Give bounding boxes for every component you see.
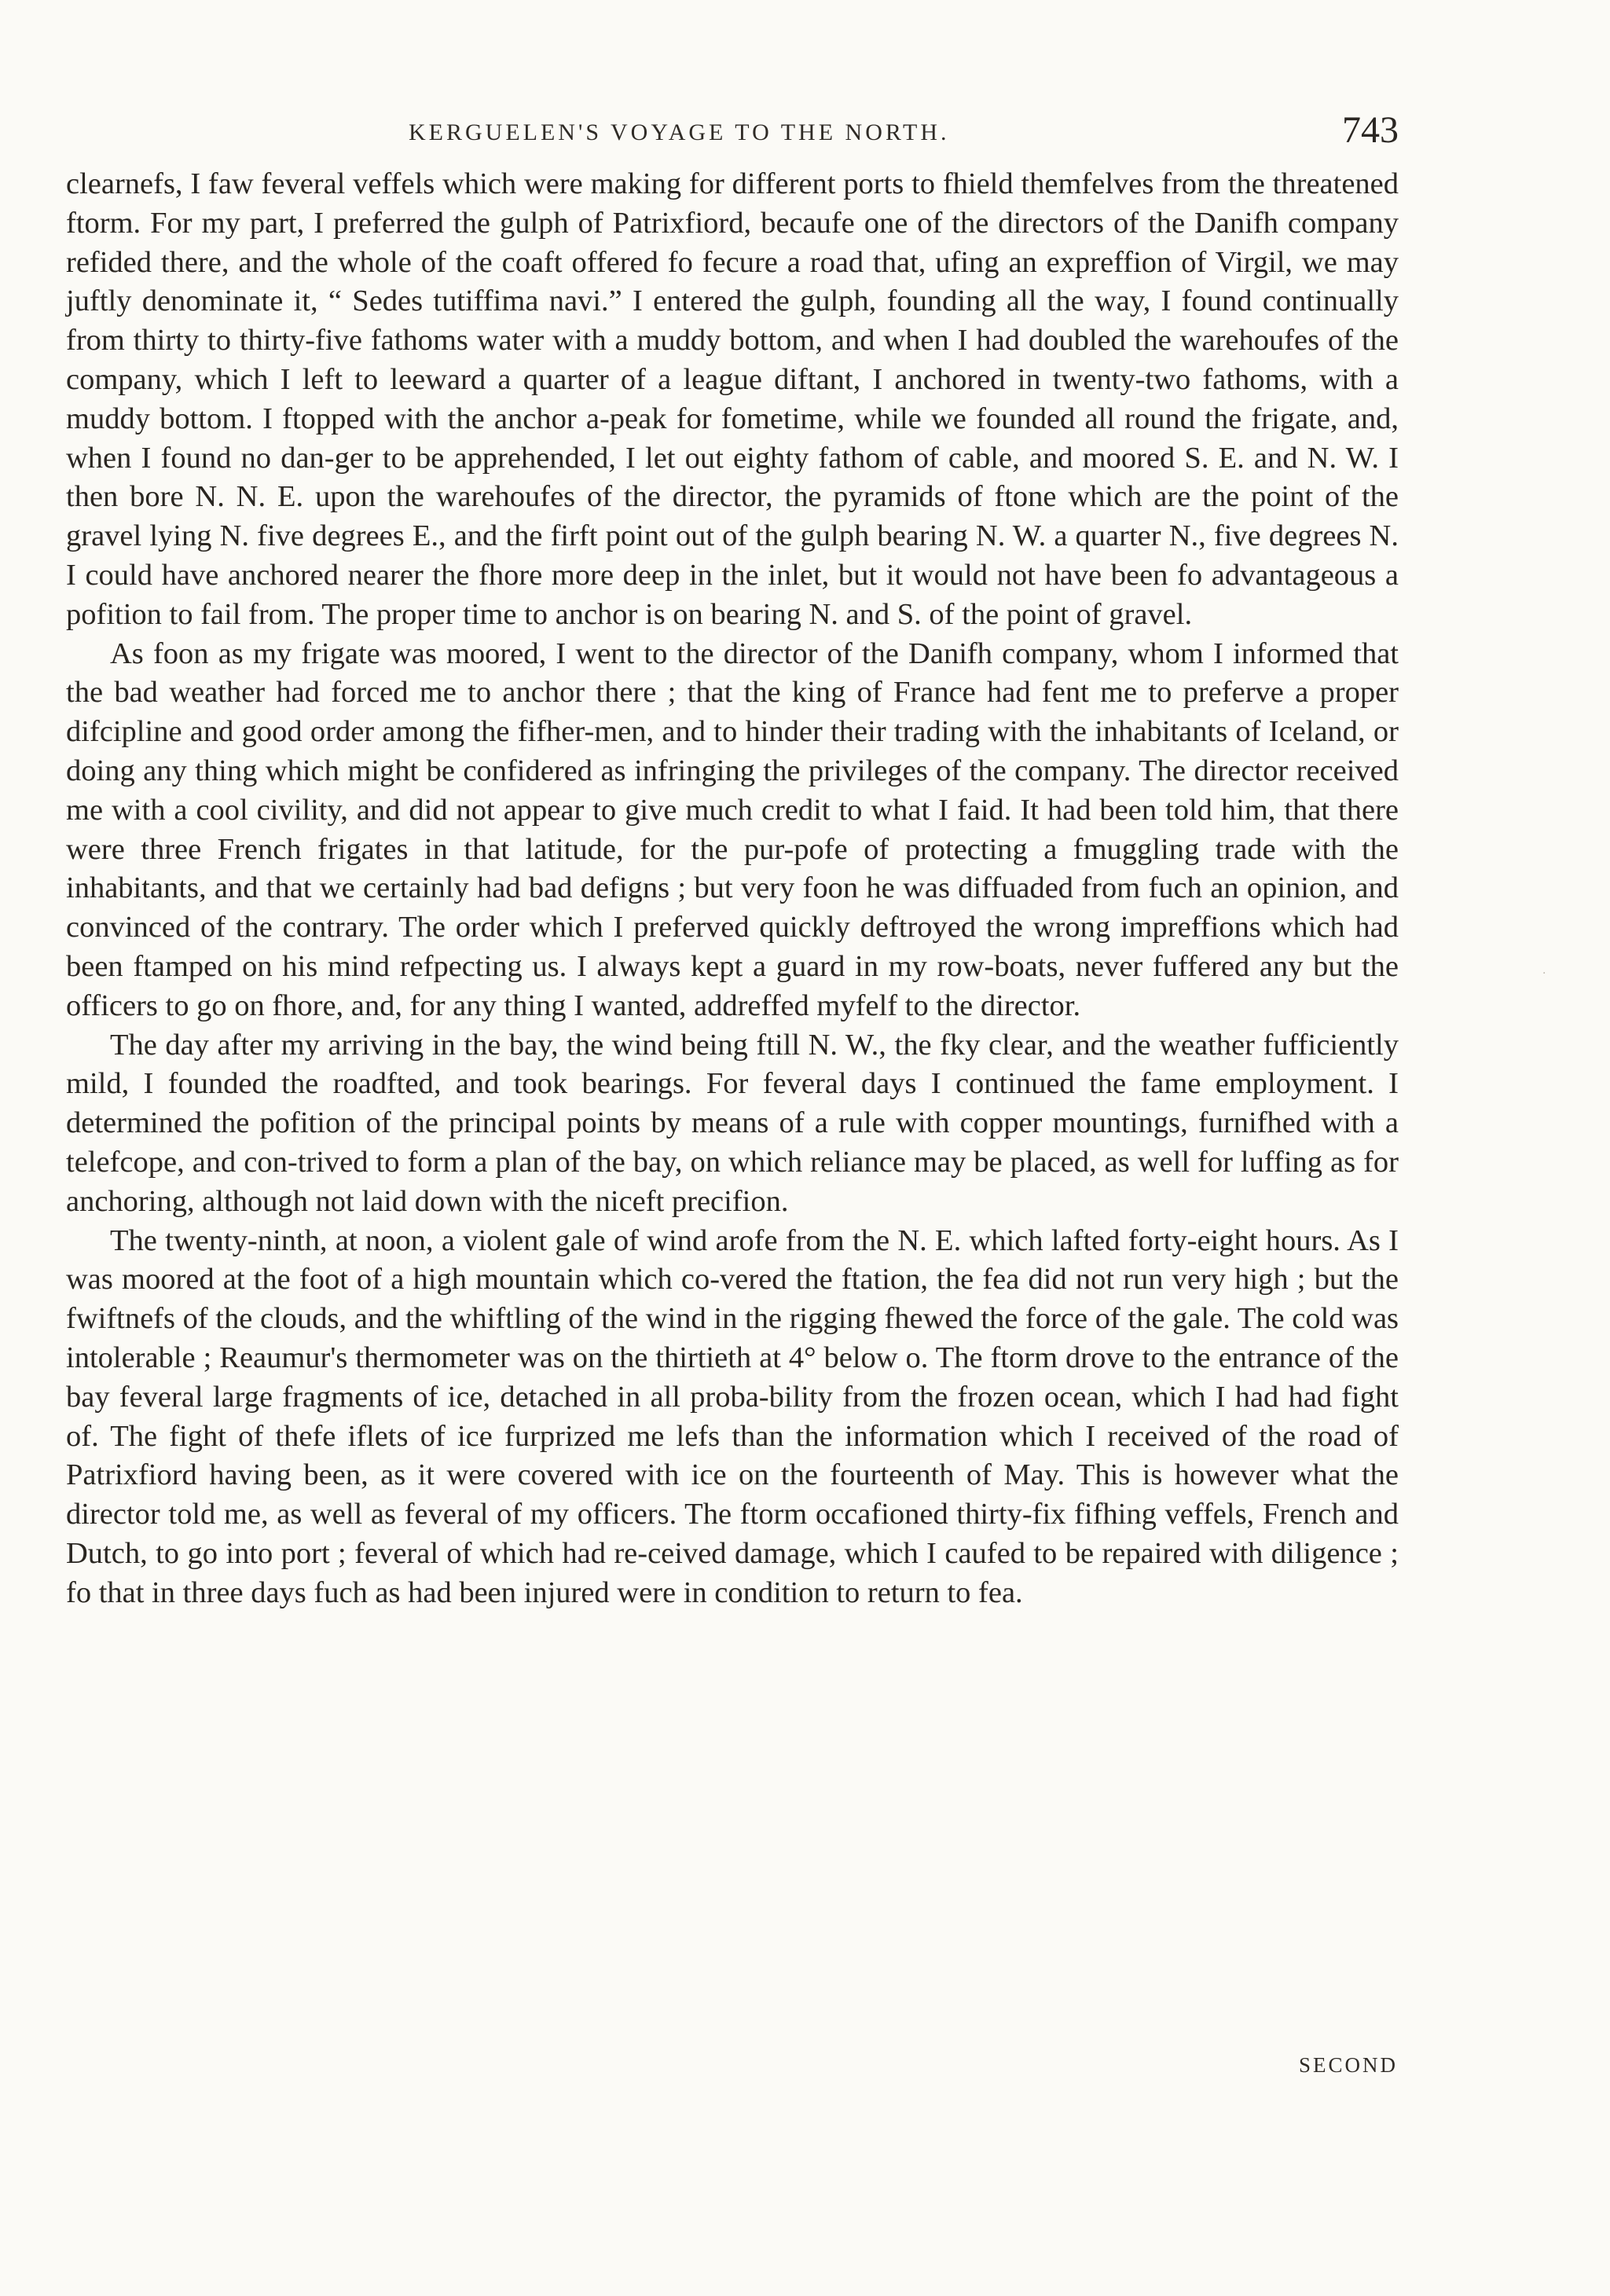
paragraph-4: The twenty-ninth, at noon, a violent gale of wind arofe from the N. E. which lafted forty-eight hours. As I was moored at the foot of a high mountain which co-vered the ftation, the fea did not run very high ; but the fwiftnefs of the clouds, and the whiftling of the wind in the rigging fhewed the force of the gale. The cold was intolerable ; Reaumur's thermometer was on the thirtieth at 4° below o. The ftorm drove to the entrance of the bay feveral large fragments of ice, detached in all proba-bility from the frozen ocean, which I had had fight of. The fight of thefe iflets of ice furprized me lefs than the information which I received of the road of Patrixfiord having been, as it were covered with ice on the fourteenth of May. This is however what the director told me, as well as feveral of my officers. The ftorm occafioned thirty-fix fifhing veffels, French and Dutch, to go into port ; feveral of which had re-ceived damage, which I caufed to be repaired with diligence ; fo that in three days fuch as had been injured were in condition to return to fea. — [66, 1223, 1399, 1609]
catchword: SECOND — [1298, 2053, 1398, 2077]
running-title: KERGUELEN'S VOYAGE TO THE NORTH. — [409, 119, 950, 145]
body-text — [66, 165, 1399, 1612]
page-number: 743 — [1342, 109, 1399, 151]
paragraph-3: The day after my arriving in the bay, the wind being ftill N. W., the fky clear, and the weather fufficiently mild, I founded the roadfted, and took bearings. For feveral days I continued the fame employment. I determined the pofition of the principal points by means of a rule with copper mountings, furnifhed with a telefcope, and con-trived to form a plan of the bay, on which reliance may be placed, as well for luffing as for anchoring, although not laid down with the niceft precifion. — [66, 1028, 1399, 1218]
paragraph-1: clearnefs, I faw feveral veffels which were making for different ports to fhield themfelves from the threatened ftorm. For my part, I preferred the gulph of Patrixfiord, becaufe one of the directors of the Danifh company refided there, and the whole of the coaft offered fo fecure a road that, ufing an expreffion of Virgil, we may juftly denominate it, “ Sedes tutiffima navi.” I entered the gulph, founding all the way, I found continually from thirty to thirty-five fathoms water with a muddy bottom, and when I had doubled the warehoufes of the company, which I left to leeward a quarter of a league diftant, I anchored in twenty-two fathoms, with a muddy bottom. I ftopped with the anchor a-peak for fometime, while we founded all round the frigate, and, when I found no dan-ger to be apprehended, I let out eighty fathom of cable, and moored S. E. and N. W. I then bore N. N. E. upon the warehoufes of the director, the pyramids of ftone which are the point of the gravel lying N. five degrees E., and the firft point out of the gulph bearing N. W. a quarter N., five degrees N. I could have anchored nearer the fhore more deep in the inlet, but it would not have been fo advantageous a pofition to fail from. The proper time to anchor is on bearing N. and S. of the point of gravel. — [66, 167, 1399, 631]
paragraph-2: As foon as my frigate was moored, I went to the director of the Danifh company, whom I informed that the bad weather had forced me to anchor there ; that the king of France had fent me to preferve a proper difcipline and good order among the fifher-men, and to hinder their trading with the inhabitants of Iceland, or doing any thing which might be confidered as infringing the privileges of the company. The director received me with a cool civility, and did not appear to give much credit to what I faid. It had been told him, that there were three French frigates in that latitude, for the pur-pofe of protecting a fmuggling trade with the inhabitants, and that we certainly had bad defigns ; but very foon he was diffuaded from fuch an opinion, and convinced of the contrary. The order which I preferved quickly deftroyed the wrong impreffions which had been ftamped on his mind refpecting us. I always kept a guard in my row-boats, never fuffered any but the officers to go on fhore, and, for any thing I wanted, addreffed myfelf to the director. — [66, 636, 1399, 1022]
running-head — [63, 108, 1399, 163]
margin-speck: · — [1542, 967, 1546, 980]
